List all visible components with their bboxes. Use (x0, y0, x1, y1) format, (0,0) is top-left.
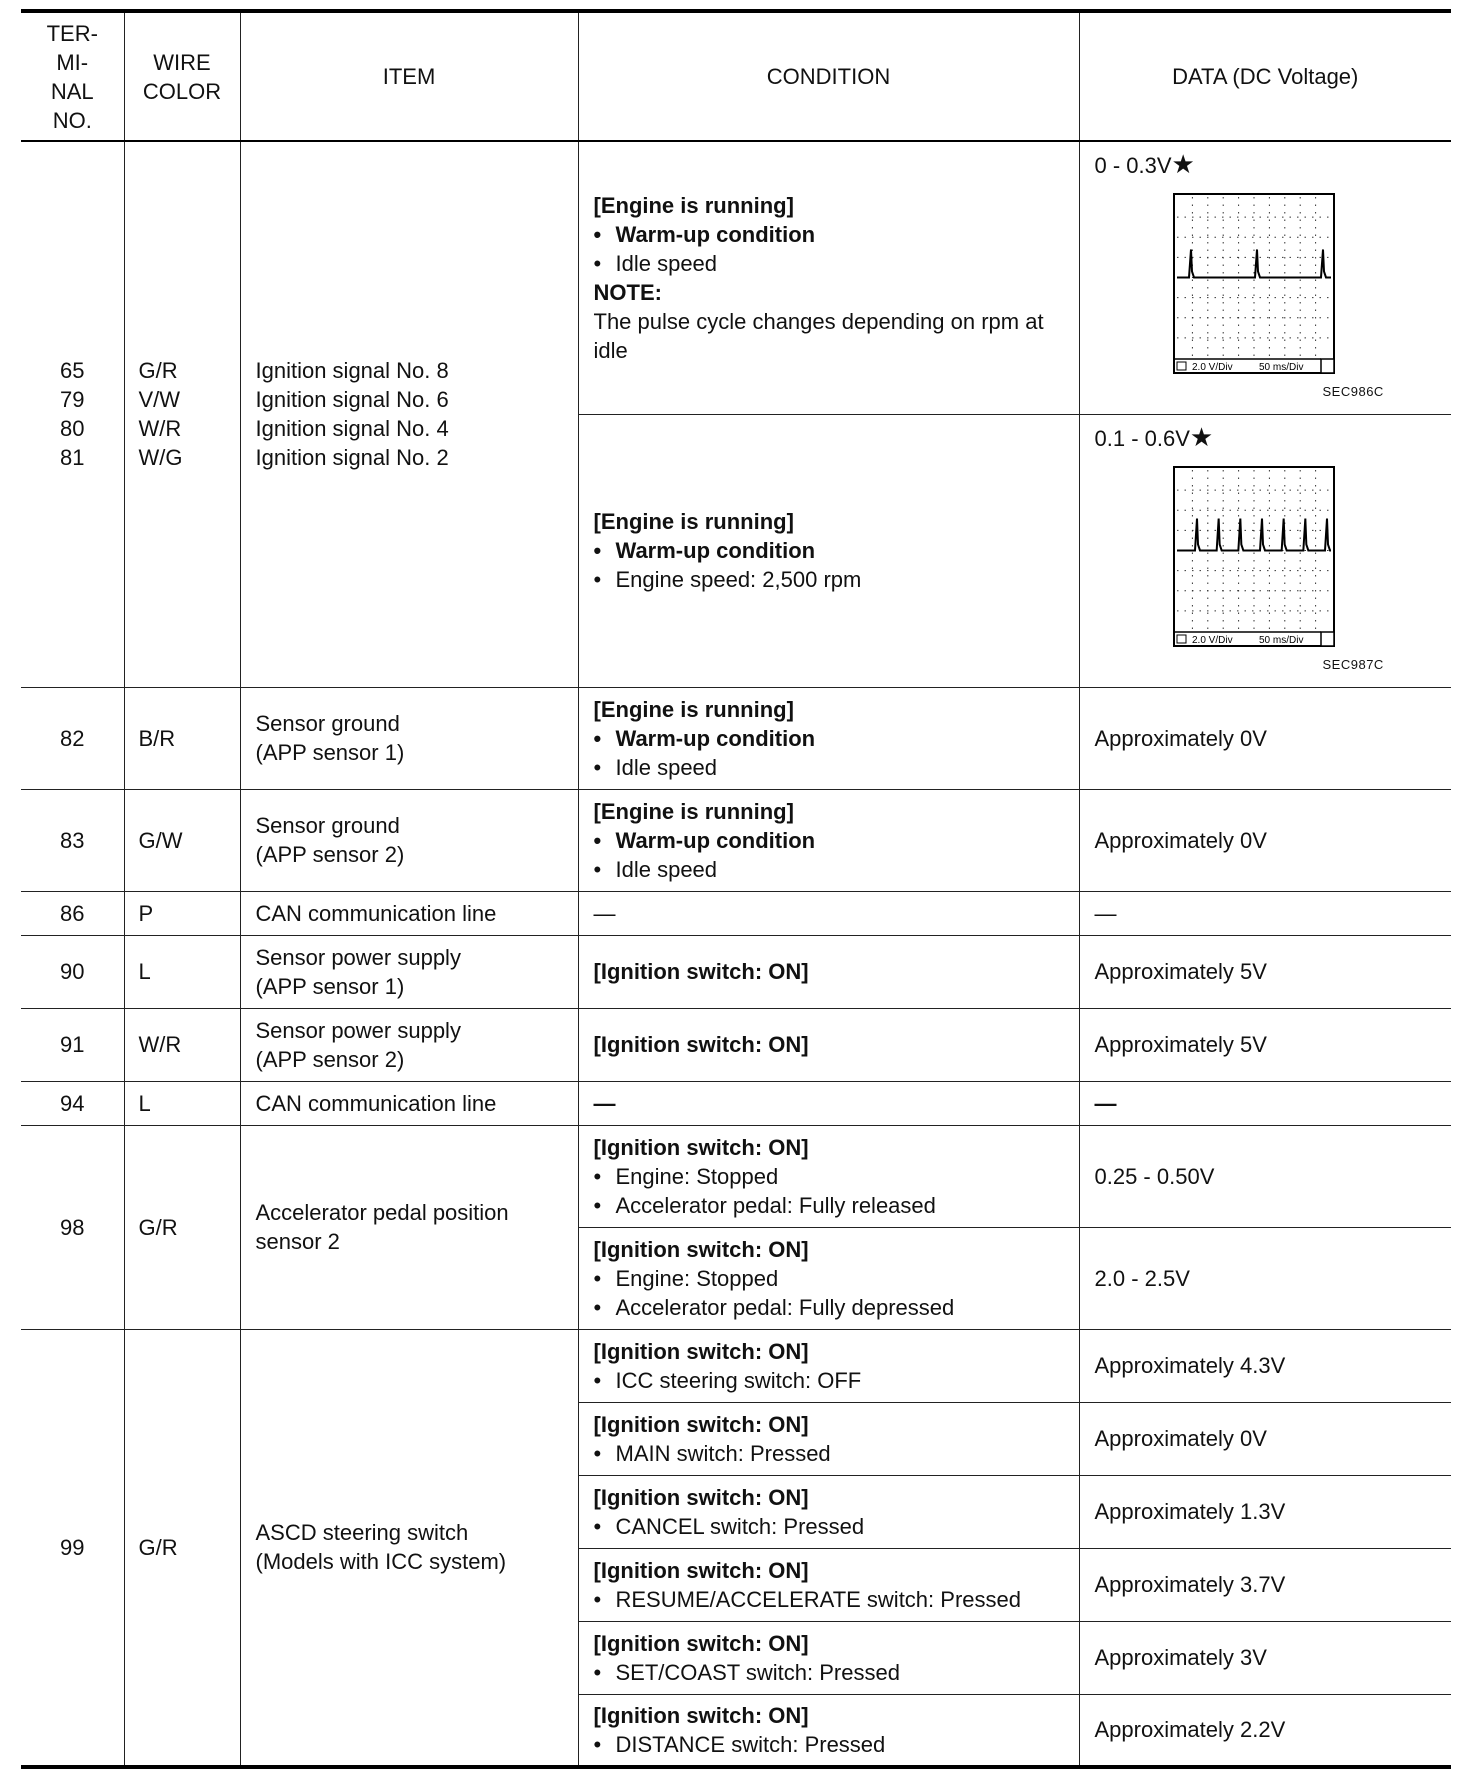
table-row-99 (21, 1329, 1451, 1402)
wire-color: L (124, 1081, 240, 1125)
terminal-no: 99 (21, 1329, 124, 1767)
scope-time-scale: 50 ms/Div (1258, 634, 1303, 646)
item-text: Ignition signal No. 2 (255, 445, 449, 471)
condition-bullet-text: Accelerator pedal: Fully depressed (615, 1294, 955, 1320)
condition-bullet-text: Warm-up condition (615, 725, 816, 751)
condition-header: [Engine is running] (593, 798, 794, 824)
terminal-no: 82 (21, 687, 124, 789)
terminal-no: 91 (21, 1008, 124, 1081)
condition-cell (578, 1402, 1079, 1475)
data-value: — (1079, 1081, 1451, 1125)
terminal-no: 79 (60, 387, 85, 413)
data-value: Approximately 0V (1079, 687, 1451, 789)
terminal-cell-ignition (21, 141, 124, 687)
item-text: (APP sensor 2) (255, 1046, 405, 1072)
item-text: Sensor power supply (255, 944, 461, 970)
item-text: Accelerator pedal position (255, 1200, 509, 1225)
condition-bullet: • Engine speed: 2,500 rpm (593, 567, 862, 592)
table-row-98-released (21, 1125, 1451, 1227)
condition-cell (578, 1329, 1079, 1402)
condition-bullet-text: MAIN switch: Pressed (615, 1440, 831, 1466)
condition-bullet-text: Engine: Stopped (615, 1163, 779, 1189)
condition-header: [Engine is running] (593, 509, 794, 534)
condition-header: [Ignition switch: ON] (593, 1411, 809, 1437)
scope-corner-box (1321, 359, 1334, 373)
terminal-no: 83 (21, 789, 124, 891)
condition-bullet-text: Idle speed (615, 250, 718, 276)
data-value (1095, 150, 1452, 180)
condition-header: [Ignition switch: ON] (578, 935, 1079, 1008)
wire-color: V/W (138, 387, 181, 413)
scope-volt-scale: 2.0 V/Div (1191, 634, 1233, 646)
item-text: ASCD steering switch (255, 1520, 469, 1546)
data-value: 2.0 - 2.5V (1079, 1227, 1451, 1329)
condition-bullet: • Accelerator pedal: Fully depressed (593, 1294, 955, 1320)
terminal-no: 94 (21, 1081, 124, 1125)
item-text: (APP sensor 1) (255, 740, 405, 765)
data-value (1095, 423, 1452, 453)
condition-bullet-text: SET/COAST switch: Pressed (615, 1659, 900, 1685)
table-row (21, 789, 1451, 891)
wire-color: G/R (124, 1125, 240, 1329)
data-value: Approximately 3.7V (1079, 1548, 1451, 1621)
condition-header: [Ignition switch: ON] (593, 1484, 809, 1510)
figure-code: SEC987C (1322, 656, 1384, 672)
header-wire-line: WIRE (153, 49, 211, 75)
header-wire-color (124, 11, 240, 141)
data-value: Approximately 5V (1079, 935, 1451, 1008)
channel-marker-icon (1177, 635, 1186, 643)
condition-header: [Ignition switch: ON] (593, 1702, 809, 1728)
wire-color: B/R (124, 687, 240, 789)
wire-color: W/R (138, 416, 182, 442)
item-text: Sensor power supply (255, 1017, 461, 1043)
condition-bullet: • Warm-up condition (593, 827, 816, 853)
ecm-terminal-table (21, 9, 1451, 1769)
table-row (21, 687, 1451, 789)
condition-bullet-text: CANCEL switch: Pressed (615, 1513, 865, 1539)
terminal-no: 86 (21, 891, 124, 935)
item-cell-ignition (240, 141, 578, 687)
oscilloscope-waveform (1173, 466, 1335, 647)
note-label: NOTE: (593, 279, 662, 305)
condition-header: [Ignition switch: ON] (593, 1134, 809, 1160)
condition-bullet: • CANCEL switch: Pressed (593, 1513, 865, 1539)
table-row (21, 1081, 1451, 1125)
wire-color: W/G (138, 445, 183, 471)
item-text: (Models with ICC system) (255, 1549, 507, 1575)
terminal-data-table-wrapper (21, 9, 1451, 1769)
terminal-no: 80 (60, 416, 85, 442)
scope-time-scale: 50 ms/Div (1258, 362, 1303, 373)
item-cell (240, 789, 578, 891)
data-value-text: 0.1 - 0.6V (1094, 425, 1190, 451)
header-data: DATA (DC Voltage) (1079, 11, 1451, 141)
item-text: (APP sensor 2) (255, 842, 405, 867)
data-cell-waveform-idle (1079, 141, 1451, 414)
item-cell (240, 1008, 578, 1081)
oscilloscope-svg (1173, 466, 1335, 647)
condition-cell (578, 1548, 1079, 1621)
channel-marker-icon (1177, 362, 1186, 370)
star-icon: ★ (1189, 421, 1214, 452)
condition-bullet-text: Engine: Stopped (615, 1265, 779, 1291)
item-text: (APP sensor 1) (255, 973, 405, 999)
table-row (21, 935, 1451, 1008)
table-row-ignition-idle (21, 141, 1451, 414)
data-value: Approximately 0V (1079, 789, 1451, 891)
condition-header: [Ignition switch: ON] (593, 1338, 809, 1364)
item-text: Ignition signal No. 4 (255, 416, 449, 442)
condition-bullet: • Engine: Stopped (593, 1265, 779, 1291)
data-value: Approximately 2.2V (1079, 1694, 1451, 1767)
condition-bullet: • DISTANCE switch: Pressed (593, 1731, 886, 1757)
header-item: ITEM (240, 11, 578, 141)
wire-cell-ignition (124, 141, 240, 687)
data-cell-waveform-2500 (1079, 414, 1451, 687)
condition-cell (578, 1125, 1079, 1227)
wire-color: G/R (138, 358, 178, 384)
table-row (21, 891, 1451, 935)
condition-cell (578, 1621, 1079, 1694)
item-text: Ignition signal No. 6 (255, 387, 449, 413)
condition-bullet: • Engine: Stopped (593, 1163, 779, 1189)
condition-text: — (578, 1081, 1079, 1125)
condition-header: [Ignition switch: ON] (593, 1236, 809, 1262)
condition-bullet-text: ICC steering switch: OFF (615, 1367, 862, 1393)
condition-bullet-text: Engine speed: 2,500 rpm (615, 567, 862, 592)
condition-header: [Ignition switch: ON] (578, 1008, 1079, 1081)
data-value: — (1079, 891, 1451, 935)
condition-cell (578, 141, 1079, 414)
wire-color: L (124, 935, 240, 1008)
condition-bullet-text: Idle speed (615, 754, 718, 780)
condition-bullet: • Warm-up condition (593, 221, 816, 247)
header-terminal-line: NO. (52, 107, 92, 133)
condition-bullet: • MAIN switch: Pressed (593, 1440, 831, 1466)
scope-volt-scale: 2.0 V/Div (1191, 362, 1233, 373)
item-text: CAN communication line (240, 1081, 578, 1125)
condition-bullet-text: RESUME/ACCELERATE switch: Pressed (615, 1586, 1021, 1612)
condition-bullet: • Accelerator pedal: Fully released (593, 1192, 936, 1218)
condition-bullet: • SET/COAST switch: Pressed (593, 1659, 900, 1685)
condition-cell (578, 1694, 1079, 1767)
item-cell (240, 687, 578, 789)
terminal-no: 98 (21, 1125, 124, 1329)
condition-cell (578, 414, 1079, 687)
condition-header: [Engine is running] (593, 192, 794, 218)
condition-bullet: • Warm-up condition (593, 725, 816, 751)
wire-color: W/R (124, 1008, 240, 1081)
data-value: Approximately 0V (1079, 1402, 1451, 1475)
item-text: Sensor ground (255, 711, 400, 736)
condition-bullet: • ICC steering switch: OFF (593, 1367, 862, 1393)
item-cell (240, 1329, 578, 1767)
condition-bullet-text: Warm-up condition (615, 538, 816, 563)
star-icon: ★ (1171, 149, 1195, 179)
item-cell (240, 935, 578, 1008)
condition-bullet-text: DISTANCE switch: Pressed (615, 1731, 886, 1757)
condition-bullet: • Idle speed (593, 754, 718, 780)
terminal-no: 81 (60, 445, 85, 471)
oscilloscope-waveform (1173, 193, 1335, 374)
figure-code: SEC986C (1322, 384, 1384, 399)
condition-text: — (578, 891, 1079, 935)
wire-color: P (124, 891, 240, 935)
oscilloscope-svg (1173, 193, 1335, 374)
item-text: Sensor ground (255, 813, 400, 838)
condition-bullet: • Idle speed (593, 250, 718, 276)
note-text: The pulse cycle changes depending on rpm at idle (593, 308, 1044, 363)
header-terminal-no (21, 11, 124, 141)
scope-corner-box (1321, 632, 1334, 646)
terminal-no: 90 (21, 935, 124, 1008)
header-wire-line: COLOR (142, 78, 222, 104)
condition-bullet: • Idle speed (593, 856, 718, 882)
condition-bullet-text: Idle speed (615, 856, 718, 882)
item-text: sensor 2 (255, 1229, 340, 1254)
table-row (21, 1008, 1451, 1081)
condition-header: [Engine is running] (593, 696, 794, 722)
header-condition: CONDITION (578, 11, 1079, 141)
header-terminal-line: MI- (56, 49, 89, 75)
header-terminal-line: NAL (50, 78, 94, 104)
wire-color: G/W (124, 789, 240, 891)
data-value-text: 0 - 0.3V (1094, 153, 1172, 178)
condition-cell (578, 1227, 1079, 1329)
data-value: Approximately 1.3V (1079, 1475, 1451, 1548)
item-cell (240, 1125, 578, 1329)
item-text: Ignition signal No. 8 (255, 358, 449, 384)
wire-color: G/R (124, 1329, 240, 1767)
data-value: Approximately 3V (1079, 1621, 1451, 1694)
header-row (21, 11, 1451, 141)
item-text: CAN communication line (240, 891, 578, 935)
data-value: Approximately 4.3V (1079, 1329, 1451, 1402)
condition-bullet: • RESUME/ACCELERATE switch: Pressed (593, 1586, 1021, 1612)
condition-bullet-text: Warm-up condition (615, 827, 816, 853)
condition-header: [Ignition switch: ON] (593, 1630, 809, 1656)
header-terminal-line: TER- (46, 20, 98, 46)
condition-header: [Ignition switch: ON] (593, 1557, 809, 1583)
condition-bullet: • Warm-up condition (593, 538, 816, 563)
condition-cell (578, 1475, 1079, 1548)
condition-cell (578, 789, 1079, 891)
terminal-no: 65 (60, 358, 85, 384)
data-value: Approximately 5V (1079, 1008, 1451, 1081)
condition-bullet-text: Accelerator pedal: Fully released (615, 1192, 936, 1218)
data-value: 0.25 - 0.50V (1079, 1125, 1451, 1227)
condition-bullet-text: Warm-up condition (615, 221, 816, 247)
condition-cell (578, 687, 1079, 789)
